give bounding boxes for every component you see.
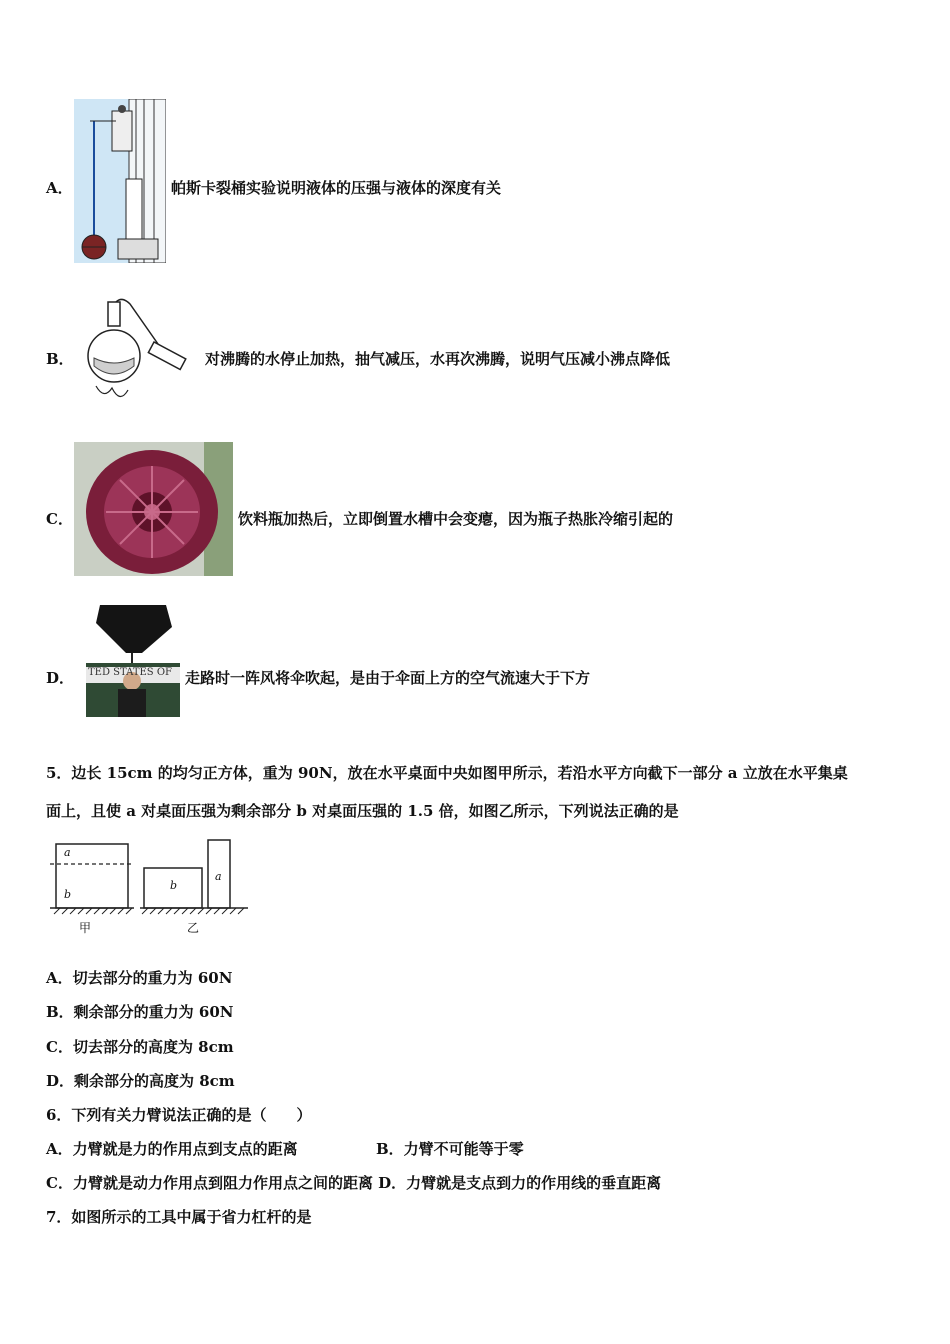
q6-option-b: B．力臂不可能等于零	[376, 1140, 524, 1158]
q5-figure	[46, 834, 256, 938]
q5-stem-line2: 面上，且使 a 对桌面压强为剩余部分 b 对桌面压强的 1.5 倍，如图乙所示，下列说法正确的是	[46, 802, 679, 820]
option-d-letter: D．	[46, 669, 75, 687]
q5-option-a: A．切去部分的重力为 60N	[46, 969, 233, 987]
option-b-text: 对沸腾的水停止加热，抽气减压，水再次沸腾，说明气压减小沸点降低	[205, 350, 671, 368]
fig-caption-yi: 乙	[187, 921, 200, 935]
bottle-photo	[74, 442, 233, 576]
fig-jia-label-a: a	[64, 846, 71, 859]
fig-yi-label-b: b	[170, 879, 178, 892]
umbrella-photo	[86, 601, 180, 717]
photo-sign-text: TED STATES OF	[88, 667, 172, 678]
option-c-letter: C．	[46, 510, 73, 528]
q7-stem: 7．如图所示的工具中属于省力杠杆的是	[46, 1208, 312, 1226]
fig-caption-jia: 甲	[79, 921, 92, 935]
option-b-letter: B．	[46, 350, 74, 368]
q5-option-d: D．剩余部分的高度为 8cm	[46, 1072, 235, 1090]
option-a-letter: A．	[46, 179, 73, 197]
flask-syringe-picture	[86, 296, 200, 410]
fig-yi-label-a: a	[215, 870, 222, 883]
q5-option-b: B．剩余部分的重力为 60N	[46, 1003, 234, 1021]
option-d-text: 走路时一阵风将伞吹起，是由于伞面上方的空气流速大于下方	[185, 669, 591, 687]
q6-option-cd: C．力臂就是动力作用点到阻力作用点之间的距离 D．力臂就是支点到力的作用线的垂直距离	[46, 1174, 662, 1192]
q5-option-c: C．切去部分的高度为 8cm	[46, 1038, 234, 1056]
option-a-text: 帕斯卡裂桶实验说明液体的压强与液体的深度有关	[171, 179, 502, 197]
q6-option-a: A．力臂就是力的作用点到支点的距离	[46, 1140, 298, 1158]
fig-jia-label-b: b	[64, 888, 72, 901]
option-c-text: 饮料瓶加热后，立即倒置水槽中会变瘪，因为瓶子热胀冷缩引起的	[238, 510, 674, 528]
pascal-barrel-picture	[74, 99, 166, 263]
q6-stem: 6．下列有关力臂说法正确的是（ ）	[46, 1106, 312, 1124]
q5-stem-line1: 5．边长 15cm 的均匀正方体，重为 90N，放在水平桌面中央如图甲所示，若沿水平方向截下一部分 a 立放在水平集桌	[46, 764, 848, 782]
